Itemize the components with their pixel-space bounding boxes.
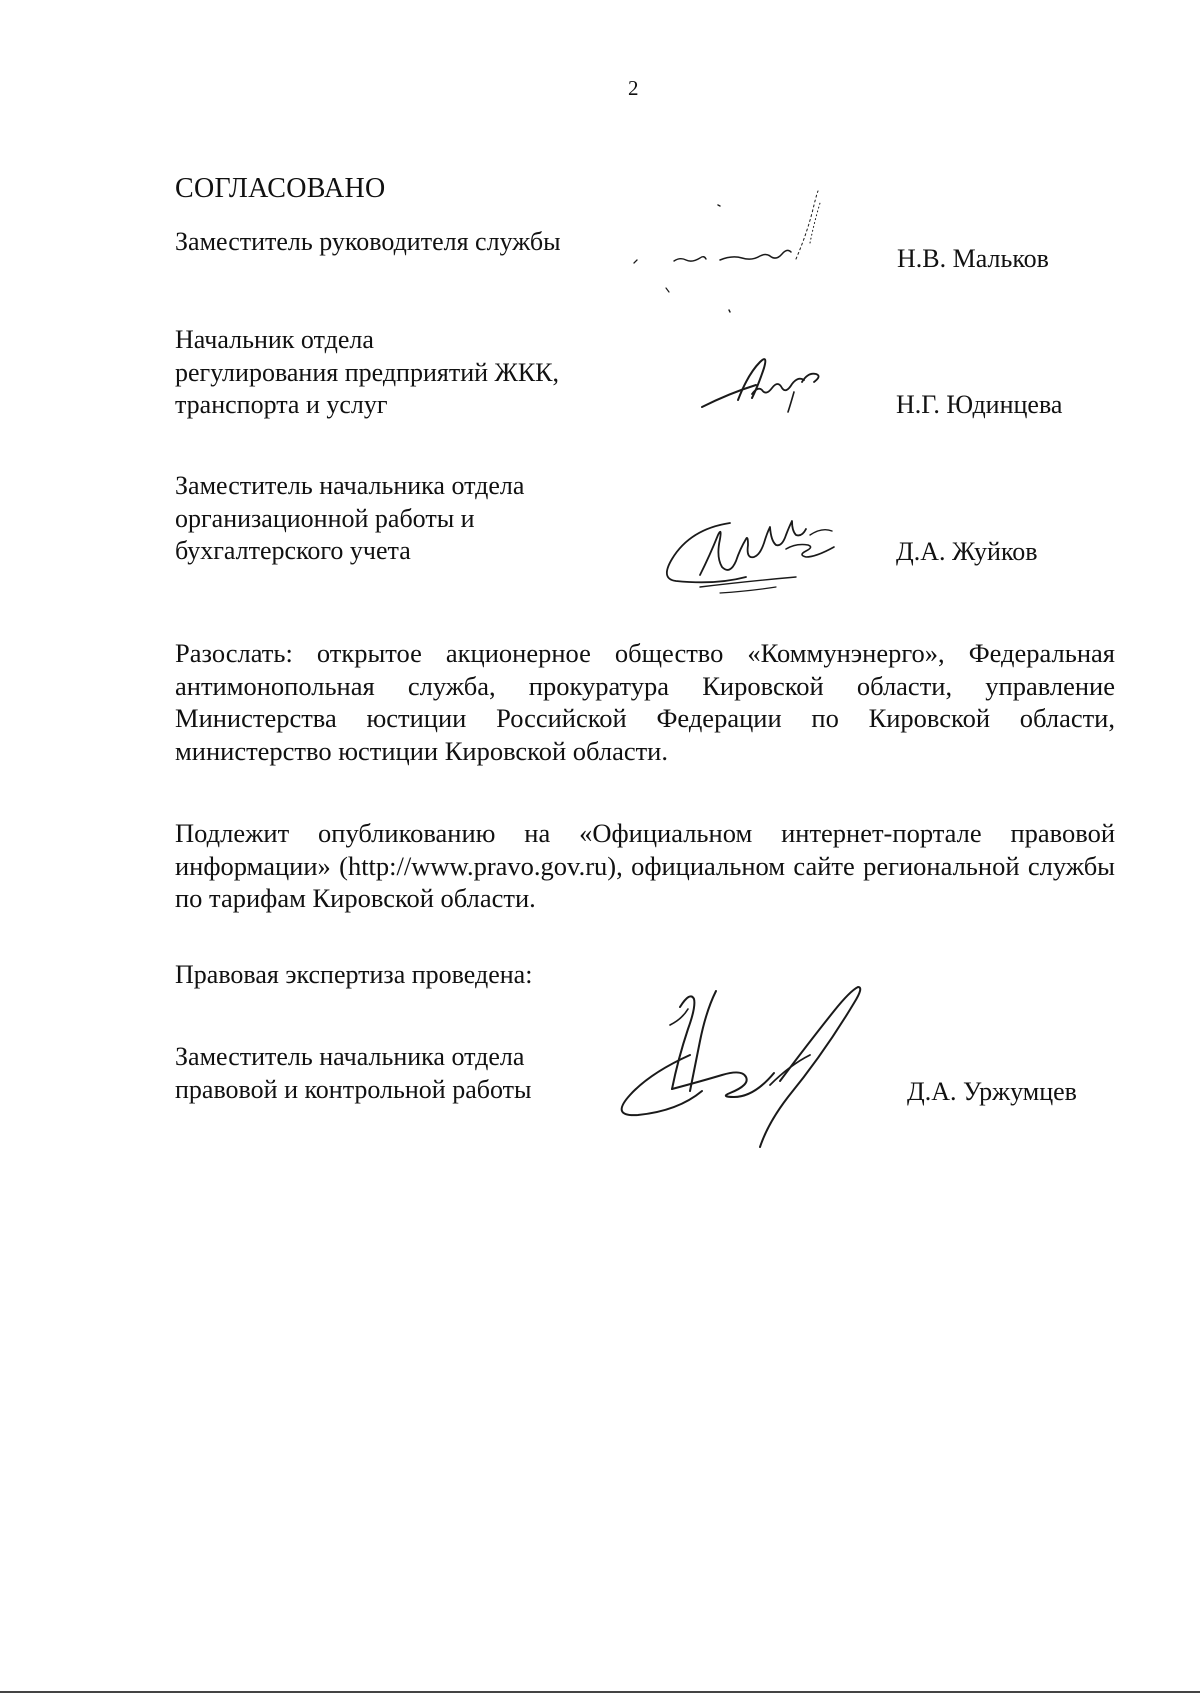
signature-4-icon (610, 985, 920, 1155)
approver-name-2: Н.Г. Юдинцева (896, 390, 1063, 419)
approver-position-2 (175, 324, 559, 422)
footer-scan-edge (0, 1691, 1200, 1693)
legal-reviewer-position (175, 1041, 531, 1106)
approval-heading: СОГЛАСОВАНО (175, 173, 386, 204)
position-line: правовой и контрольной работы (175, 1074, 532, 1104)
position-line: транспорта и услуг (175, 390, 388, 419)
approver-name-1: Н.В. Мальков (897, 244, 1049, 273)
position-line: Заместитель руководителя службы (175, 227, 561, 256)
publication-paragraph: Подлежит опубликованию на «Официальном интернет-портале правовой информации» (http://www.pravo.gov.ru), официальном сайте региональной службы по тарифам Кировской области. (175, 818, 1115, 913)
signature-3-icon (660, 515, 880, 595)
approver-position-1 (175, 226, 561, 259)
signature-2-icon (698, 352, 838, 422)
distribution-paragraph: Разослать: открытое акционерное общество «Коммунэнерго», Федеральная антимонопольная служба, прокуратура Кировской области, управление Министерства юстиции Российской Федерации по Кировской области, министерство юстиции Кировской области. (175, 638, 1115, 766)
position-line: регулирования предприятий ЖКК, (175, 357, 560, 387)
approver-name-3: Д.А. Жуйков (896, 537, 1038, 566)
signature-1-icon (628, 185, 908, 315)
position-line: бухгалтерского учета (175, 536, 411, 565)
position-line: организационной работы и (175, 503, 475, 533)
position-line: Заместитель начальника отдела (175, 471, 525, 500)
legal-reviewer-name: Д.А. Уржумцев (907, 1077, 1077, 1106)
approver-position-3 (175, 470, 524, 568)
page-number: 2 (628, 76, 639, 100)
position-line: Начальник отдела (175, 325, 374, 354)
legal-review-title: Правовая экспертиза проведена: (175, 960, 533, 989)
position-line: Заместитель начальника отдела (175, 1042, 525, 1071)
